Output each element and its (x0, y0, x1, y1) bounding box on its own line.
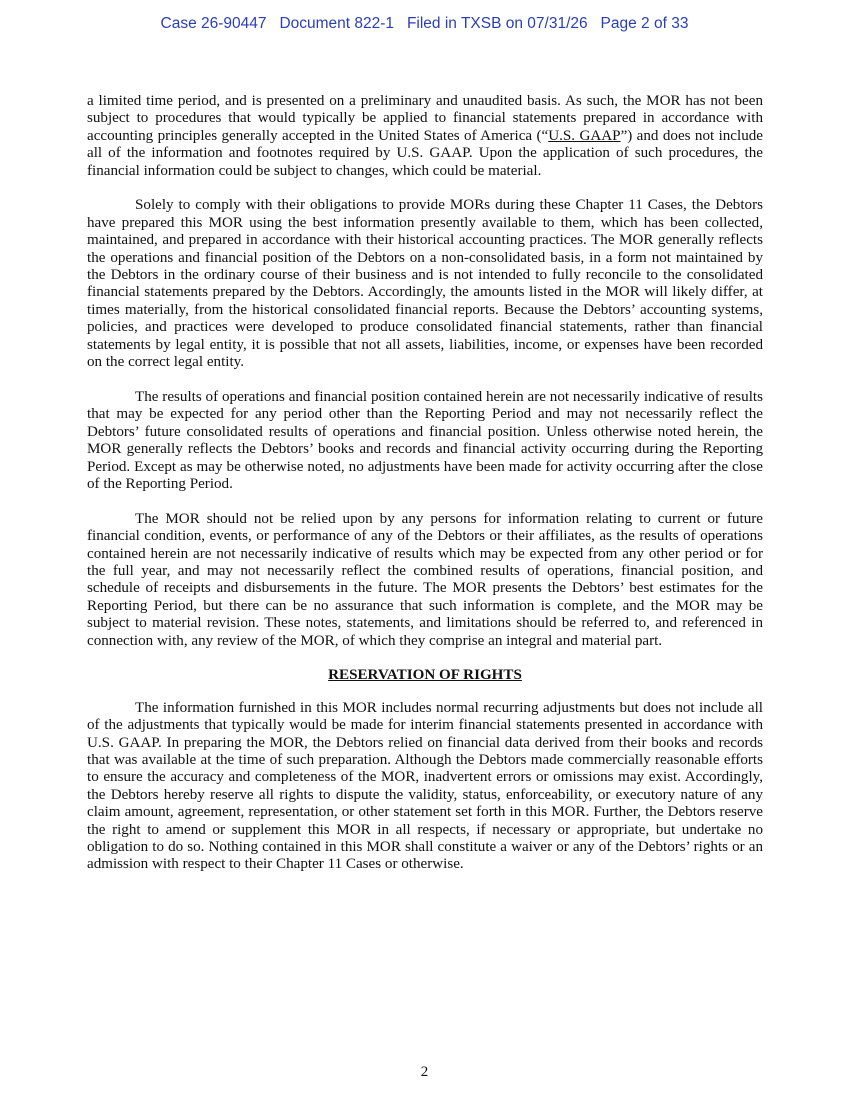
paragraph-gaap-disclaimer (87, 93, 763, 180)
section-heading-reservation-of-rights: RESERVATION OF RIGHTS (328, 667, 522, 684)
case-filing-header: Case 26-90447 Document 822-1 Filed in TXSB on 07/31/26 Page 2 of 33 (160, 15, 689, 32)
defined-term-us-gaap: U.S. GAAP (548, 127, 621, 144)
paragraph-gaap-text-start: a limited time period, and is presented on a preliminary and unaudited basis. As such, the MOR has not been subject to procedures that would typically be applied to financial statements prepared in accordance with accounting principles generally accepted in the United States of America (“ (87, 93, 763, 144)
document-body (87, 93, 763, 891)
paragraph-gaap-text-end: ”) and does not include all of the information and footnotes required by U.S. GAAP. Upon the application of such procedures, the financial information could be subject to changes, which could be material. (87, 127, 763, 179)
paragraph-reliance-limitation: The MOR should not be relied upon by any persons for information relating to current or future financial condition, events, or performance of any of the Debtors or their affiliates, as the results of operations contained herein are not necessarily indicative of results which may be expected from any other period or for the full year, and may not necessarily reflect the combined results of operations, financial position, and schedule of receipts and disbursements in the future. The MOR presents the Debtors’ best estimates for the Reporting Period, but there can be no assurance that such information is complete, and the MOR may be subject to material revision. These notes, statements, and limitations should be referred to, and referenced in connection with, any review of the MOR, of which they comprise an integral and material part. (87, 510, 763, 649)
paragraph-mor-preparation: Solely to comply with their obligations to provide MORs during these Chapter 11 Cases, the Debtors have prepared this MOR using the best information presently available to them, which has been collected, maintained, and prepared in accordance with their historical accounting practices. The MOR generally reflects the operations and financial position of the Debtors on a non-consolidated basis, in a form not maintained by the Debtors in the ordinary course of their business and is not intended to fully reconcile to the consolidated financial statements prepared by the Debtors. Accordingly, the amounts listed in the MOR will likely differ, at times materially, from the historical consolidated financial reports. Because the Debtors’ accounting systems, policies, and practices were developed to produce consolidated financial statements, rather than financial statements by legal entity, it is possible that not all assets, liabilities, income, or expenses have been recorded on the correct legal entity. (87, 197, 763, 371)
paragraph-results-of-operations: The results of operations and financial position contained herein are not necessarily indicative of results that may be expected for any period other than the Reporting Period and may not necessarily reflect the Debtors’ future consolidated results of operations and financial position. Unless otherwise noted herein, the MOR generally reflects the Debtors’ books and records and financial activity occurring during the Reporting Period. Except as may be otherwise noted, no adjustments have been made for activity occurring after the close of the Reporting Period. (87, 388, 763, 492)
paragraph-reservation-of-rights: The information furnished in this MOR includes normal recurring adjustments but does not include all of the adjustments that typically would be made for interim financial statements presented in accordance with U.S. GAAP. In preparing the MOR, the Debtors relied on financial data derived from their books and records that was available at the time of such preparation. Although the Debtors made commercially reasonable efforts to ensure the accuracy and completeness of the MOR, inadvertent errors or omissions may exist. Accordingly, the Debtors hereby reserve all rights to dispute the validity, status, enforceability, or executory nature of any claim amount, agreement, representation, or other statement set forth in this MOR. Further, the Debtors reserve the right to amend or supplement this MOR in all respects, if necessary or appropriate, but undertake no obligation to do so. Nothing contained in this MOR shall constitute a waiver or any of the Debtors’ rights or an admission with respect to their Chapter 11 Cases or otherwise. (87, 699, 763, 873)
page-number: 2 (420, 1064, 429, 1080)
